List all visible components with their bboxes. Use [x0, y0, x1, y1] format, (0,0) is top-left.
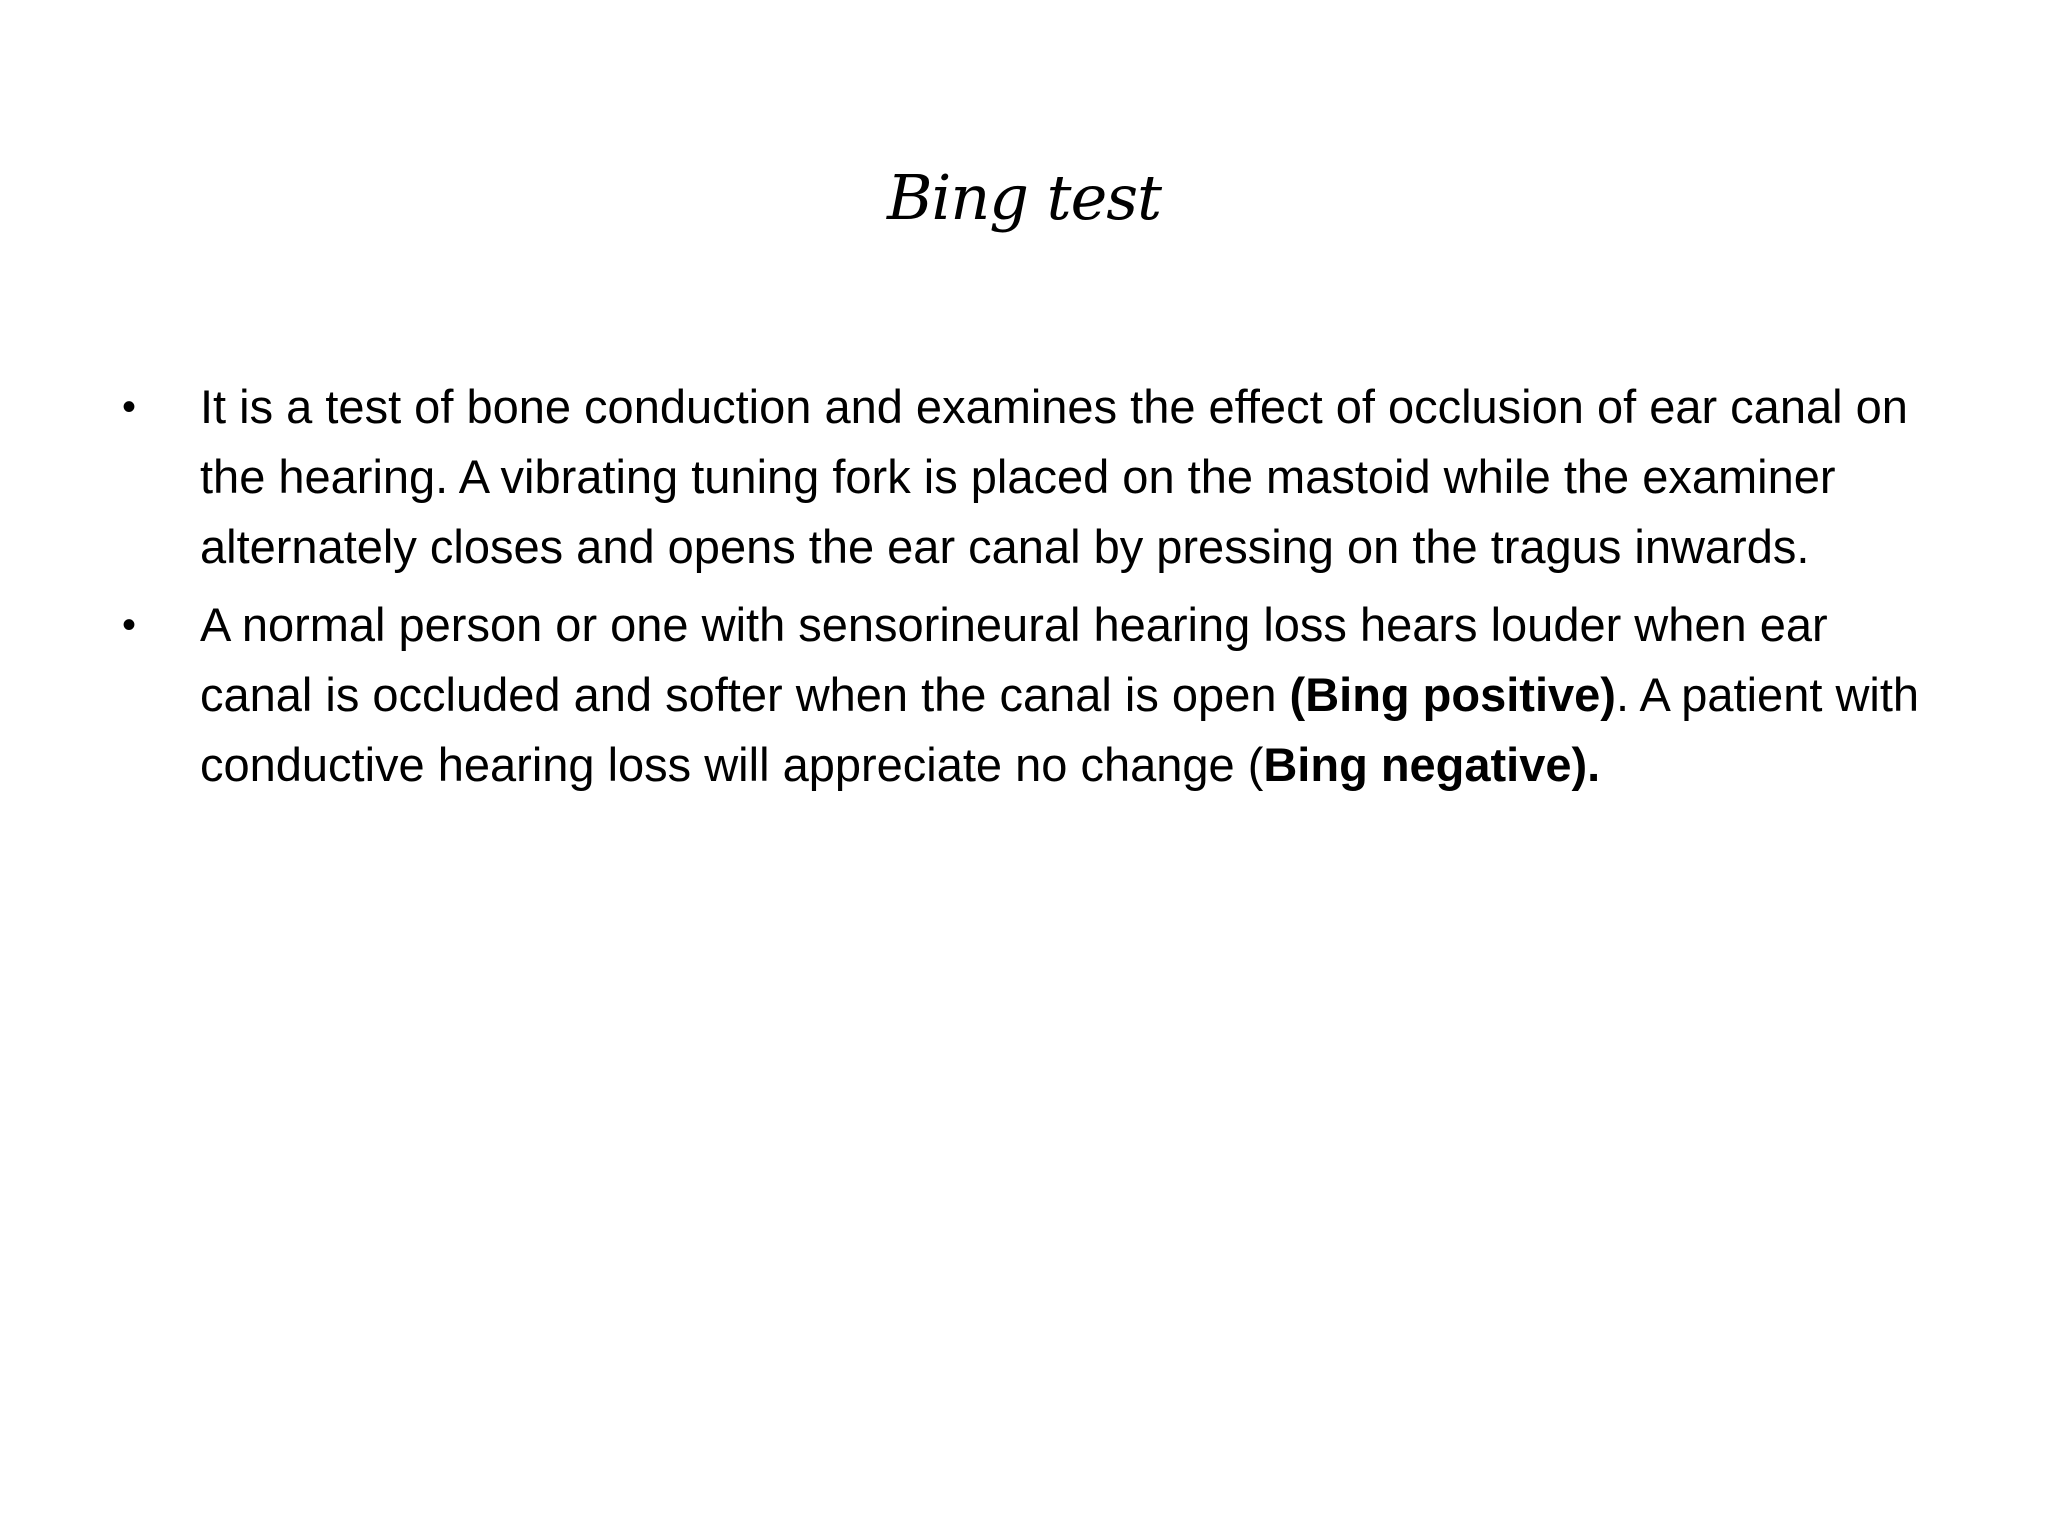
bullet-marker: • [122, 603, 137, 647]
bullet-list [118, 372, 1948, 808]
bing-negative-label: Bing negative). [1263, 738, 1601, 791]
bullet-text-part: It is a test of bone conduction and examines the effect of occlusion of ear canal on the hearing. A vibrating tuning fork is placed on the mastoid while the examiner alternately closes and opens the ear canal by pressing on the tragus inwards. [200, 380, 1908, 573]
bullet-text [200, 590, 1948, 800]
bullet-text-part: . A patient with conductive hearing loss will appreciate no change ( [200, 668, 1920, 791]
slide-title: Bing test [886, 161, 1162, 234]
bullet-text-part: A normal person or one with sensorineural hearing loss hears louder when ear canal is occluded and softer when the canal is open [200, 598, 1828, 721]
bullet-marker: • [122, 385, 137, 429]
bullet-text [200, 372, 1948, 582]
bing-positive-label: (Bing positive) [1289, 668, 1616, 721]
bullet-item [118, 372, 1948, 582]
bullet-item [118, 590, 1948, 800]
